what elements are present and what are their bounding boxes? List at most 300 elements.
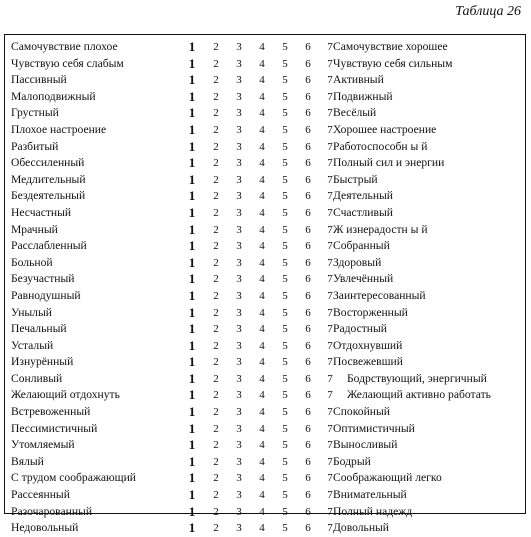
scale-value-6: 6 (305, 173, 311, 186)
table-row (5, 371, 525, 388)
scale-value-1: 1 (188, 121, 196, 137)
scale-value-5: 5 (282, 306, 288, 319)
scale-value-4: 4 (259, 522, 265, 535)
table-row (5, 72, 525, 89)
table-row (5, 321, 525, 338)
scale-value-5: 5 (282, 190, 288, 203)
scale-value-6: 6 (305, 206, 311, 219)
scale-value-1: 1 (188, 105, 196, 121)
scale-value-5: 5 (282, 289, 288, 302)
scale-value-7: 7 (327, 57, 333, 70)
scale-value-4: 4 (259, 406, 265, 419)
scale-value-5: 5 (282, 223, 288, 236)
right-label: Весёлый (333, 106, 377, 120)
scale-value-7: 7 (327, 323, 333, 336)
scale-value-2: 2 (213, 74, 219, 87)
right-label: Собранный (333, 239, 390, 253)
left-label: Равнодушный (11, 288, 81, 302)
scale-value-1: 1 (188, 387, 196, 403)
scale-value-2: 2 (213, 505, 219, 518)
scale-value-7: 7 (327, 289, 333, 302)
scale-value-4: 4 (259, 439, 265, 452)
table-row (5, 437, 525, 454)
scale-value-4: 4 (259, 489, 265, 502)
scale-value-5: 5 (282, 107, 288, 120)
table-row (5, 338, 525, 355)
scale-value-5: 5 (282, 173, 288, 186)
scale-value-2: 2 (213, 372, 219, 385)
scale-value-2: 2 (213, 90, 219, 103)
left-label: Изнурённый (11, 355, 74, 369)
scale-value-7: 7 (327, 522, 333, 535)
left-label: Вялый (11, 454, 44, 468)
scale-value-4: 4 (259, 273, 265, 286)
scale-value-7: 7 (327, 505, 333, 518)
scale-value-7: 7 (327, 256, 333, 269)
scale-value-7: 7 (327, 223, 333, 236)
table-row (5, 39, 525, 56)
scale-value-5: 5 (282, 406, 288, 419)
scale-value-1: 1 (188, 404, 196, 420)
scale-value-3: 3 (236, 140, 242, 153)
scale-value-2: 2 (213, 439, 219, 452)
scale-value-7: 7 (327, 240, 333, 253)
scale-value-3: 3 (236, 206, 242, 219)
table-row (5, 387, 525, 404)
scale-value-2: 2 (213, 223, 219, 236)
right-label: Полный сил и энергии (333, 156, 445, 170)
table-row (5, 487, 525, 504)
scale-value-6: 6 (305, 289, 311, 302)
scale-value-3: 3 (236, 74, 242, 87)
left-label: Бездеятельный (11, 189, 86, 203)
scale-value-7: 7 (327, 439, 333, 452)
right-label: Увлечённый (333, 272, 394, 286)
left-label: Встревоженный (11, 405, 91, 419)
left-label: Усталый (11, 338, 54, 352)
left-label: Утомляемый (11, 438, 75, 452)
scale-value-1: 1 (188, 55, 196, 71)
scale-value-2: 2 (213, 306, 219, 319)
left-label: Сонливый (11, 371, 63, 385)
right-label: Желающий активно работать (347, 388, 491, 402)
scale-value-6: 6 (305, 472, 311, 485)
right-label: Соображающий легко (333, 471, 442, 485)
scale-value-1: 1 (188, 354, 196, 370)
scale-value-6: 6 (305, 123, 311, 136)
scale-value-7: 7 (327, 190, 333, 203)
table-row (5, 271, 525, 288)
scale-value-1: 1 (188, 88, 196, 104)
scale-value-1: 1 (188, 155, 196, 171)
left-label: Пессимистичный (11, 421, 98, 435)
scale-value-2: 2 (213, 107, 219, 120)
table-row (5, 89, 525, 106)
scale-value-1: 1 (188, 321, 196, 337)
scale-value-7: 7 (327, 455, 333, 468)
scale-value-5: 5 (282, 41, 288, 53)
scale-value-7: 7 (327, 406, 333, 419)
scale-value-1: 1 (188, 304, 196, 320)
scale-value-3: 3 (236, 489, 242, 502)
table-row (5, 205, 525, 222)
scale-value-6: 6 (305, 273, 311, 286)
right-label: Довольный (333, 521, 390, 535)
scale-value-7: 7 (327, 90, 333, 103)
scale-value-4: 4 (259, 323, 265, 336)
left-label: Унылый (11, 305, 52, 319)
right-label: Отдохнувший (333, 338, 403, 352)
scale-value-7: 7 (327, 41, 333, 53)
scale-value-4: 4 (259, 306, 265, 319)
scale-value-5: 5 (282, 372, 288, 385)
scale-value-4: 4 (259, 289, 265, 302)
right-label: Бодрствующий, энергичный (347, 371, 487, 385)
scale-value-1: 1 (188, 337, 196, 353)
scale-value-6: 6 (305, 90, 311, 103)
right-label: Здоровый (333, 255, 382, 269)
scale-value-5: 5 (282, 505, 288, 518)
scale-value-6: 6 (305, 256, 311, 269)
left-label: Пассивный (11, 73, 67, 87)
table-row (5, 238, 525, 255)
scale-value-4: 4 (259, 57, 265, 70)
scale-value-3: 3 (236, 273, 242, 286)
scale-value-6: 6 (305, 339, 311, 352)
right-label: Восторженный (333, 305, 408, 319)
scale-value-3: 3 (236, 90, 242, 103)
scale-value-6: 6 (305, 389, 311, 402)
scale-value-5: 5 (282, 157, 288, 170)
scale-value-6: 6 (305, 240, 311, 253)
left-label: С трудом соображающий (11, 471, 136, 485)
scale-value-5: 5 (282, 356, 288, 369)
scale-value-4: 4 (259, 41, 265, 53)
scale-value-1: 1 (188, 487, 196, 503)
right-label: Работоспособн ы й (333, 139, 428, 153)
scale-value-5: 5 (282, 439, 288, 452)
scale-value-7: 7 (327, 306, 333, 319)
scale-value-5: 5 (282, 256, 288, 269)
scale-value-1: 1 (188, 271, 196, 287)
scale-value-4: 4 (259, 372, 265, 385)
scale-value-2: 2 (213, 173, 219, 186)
scale-value-4: 4 (259, 356, 265, 369)
scale-value-2: 2 (213, 157, 219, 170)
table-caption: Таблица 26 (455, 4, 521, 19)
scale-value-3: 3 (236, 289, 242, 302)
scale-value-4: 4 (259, 173, 265, 186)
right-label: Ж изнерадостн ы й (333, 222, 428, 236)
scale-value-6: 6 (305, 306, 311, 319)
scale-value-4: 4 (259, 107, 265, 120)
scale-value-1: 1 (188, 437, 196, 453)
scale-value-2: 2 (213, 472, 219, 485)
scale-value-3: 3 (236, 157, 242, 170)
scale-value-3: 3 (236, 240, 242, 253)
scale-value-3: 3 (236, 323, 242, 336)
right-label: Чувствую себя сильным (333, 56, 453, 70)
left-label: Недовольный (11, 521, 79, 535)
left-label: Малоподвижный (11, 89, 96, 103)
right-label: Спокойный (333, 405, 390, 419)
scale-value-6: 6 (305, 356, 311, 369)
table-row (5, 222, 525, 239)
scale-value-7: 7 (327, 489, 333, 502)
scale-value-7: 7 (327, 389, 333, 402)
scale-value-2: 2 (213, 190, 219, 203)
scale-value-5: 5 (282, 57, 288, 70)
scale-value-3: 3 (236, 406, 242, 419)
left-label: Расслабленный (11, 239, 87, 253)
scale-value-3: 3 (236, 57, 242, 70)
scale-value-7: 7 (327, 123, 333, 136)
scale-value-6: 6 (305, 107, 311, 120)
scale-value-1: 1 (188, 287, 196, 303)
right-label: Самочувствие хорошее (333, 40, 448, 53)
scale-value-2: 2 (213, 406, 219, 419)
scale-value-3: 3 (236, 522, 242, 535)
scale-value-2: 2 (213, 339, 219, 352)
left-label: Мрачный (11, 222, 58, 236)
questionnaire-table (4, 34, 526, 536)
scale-value-7: 7 (327, 157, 333, 170)
scale-value-4: 4 (259, 157, 265, 170)
scale-value-1: 1 (188, 138, 196, 154)
right-label: Бодрый (333, 454, 371, 468)
scale-value-3: 3 (236, 455, 242, 468)
right-label: Выносливый (333, 438, 398, 452)
scale-value-2: 2 (213, 489, 219, 502)
left-label: Безучастный (11, 272, 75, 286)
table-row (5, 155, 525, 172)
scale-value-4: 4 (259, 455, 265, 468)
scale-value-2: 2 (213, 206, 219, 219)
scale-value-2: 2 (213, 140, 219, 153)
left-label: Несчастный (11, 205, 72, 219)
scale-value-3: 3 (236, 223, 242, 236)
right-label: Внимательный (333, 488, 407, 502)
scale-value-2: 2 (213, 41, 219, 53)
scale-value-7: 7 (327, 422, 333, 435)
scale-value-7: 7 (327, 273, 333, 286)
scale-value-1: 1 (188, 39, 196, 54)
table-row (5, 56, 525, 73)
scale-value-5: 5 (282, 489, 288, 502)
table-row (5, 105, 525, 122)
scale-value-5: 5 (282, 422, 288, 435)
right-label: Счастливый (333, 205, 393, 219)
scale-value-2: 2 (213, 455, 219, 468)
right-label: Деятельный (333, 189, 394, 203)
scale-value-5: 5 (282, 90, 288, 103)
scale-value-3: 3 (236, 439, 242, 452)
scale-value-3: 3 (236, 472, 242, 485)
scale-value-3: 3 (236, 356, 242, 369)
scale-value-2: 2 (213, 323, 219, 336)
scale-value-6: 6 (305, 223, 311, 236)
scale-value-4: 4 (259, 74, 265, 87)
scale-value-7: 7 (327, 107, 333, 120)
scale-value-1: 1 (188, 370, 196, 386)
scale-value-4: 4 (259, 256, 265, 269)
scale-value-3: 3 (236, 422, 242, 435)
scale-value-6: 6 (305, 439, 311, 452)
scale-value-3: 3 (236, 339, 242, 352)
scale-value-2: 2 (213, 273, 219, 286)
table-row (5, 305, 525, 322)
scale-value-1: 1 (188, 171, 196, 187)
scale-value-1: 1 (188, 453, 196, 469)
scale-value-5: 5 (282, 323, 288, 336)
scale-value-7: 7 (327, 356, 333, 369)
scale-value-4: 4 (259, 422, 265, 435)
table-row (5, 354, 525, 371)
left-label: Плохое настроение (11, 122, 107, 136)
left-label: Грустный (11, 106, 59, 120)
scale-value-6: 6 (305, 505, 311, 518)
table-row (5, 139, 525, 156)
scale-value-4: 4 (259, 123, 265, 136)
scale-value-3: 3 (236, 306, 242, 319)
scale-value-6: 6 (305, 422, 311, 435)
scale-value-6: 6 (305, 74, 311, 87)
right-label: Посвежевший (333, 355, 403, 369)
scale-value-1: 1 (188, 221, 196, 237)
scale-value-5: 5 (282, 123, 288, 136)
scale-value-6: 6 (305, 489, 311, 502)
scale-value-5: 5 (282, 472, 288, 485)
scale-value-2: 2 (213, 289, 219, 302)
scale-value-5: 5 (282, 455, 288, 468)
scale-value-1: 1 (188, 254, 196, 270)
right-label: Полный надежд (333, 504, 413, 518)
scale-value-1: 1 (188, 72, 196, 88)
scale-value-4: 4 (259, 206, 265, 219)
scale-value-1: 1 (188, 470, 196, 486)
right-label: Заинтересованный (333, 288, 426, 302)
table-row (5, 188, 525, 205)
scale-value-2: 2 (213, 57, 219, 70)
scale-value-2: 2 (213, 389, 219, 402)
table-row (5, 470, 525, 487)
left-label: Рассеянный (11, 488, 70, 502)
scale-value-6: 6 (305, 522, 311, 535)
scale-value-3: 3 (236, 190, 242, 203)
scale-value-7: 7 (327, 372, 333, 385)
scale-value-1: 1 (188, 204, 196, 220)
scale-value-4: 4 (259, 90, 265, 103)
table-row (5, 404, 525, 421)
scale-value-6: 6 (305, 323, 311, 336)
scale-value-6: 6 (305, 372, 311, 385)
scale-value-4: 4 (259, 339, 265, 352)
left-label: Чувствую себя слабым (11, 56, 124, 70)
left-label: Печальный (11, 322, 67, 336)
scale-value-1: 1 (188, 188, 196, 204)
scale-value-1: 1 (188, 420, 196, 436)
scale-value-7: 7 (327, 206, 333, 219)
scale-value-6: 6 (305, 406, 311, 419)
scale-value-5: 5 (282, 140, 288, 153)
right-label: Хорошее настроение (333, 122, 437, 136)
scale-value-4: 4 (259, 389, 265, 402)
scale-value-3: 3 (236, 41, 242, 53)
scale-value-2: 2 (213, 240, 219, 253)
scale-value-4: 4 (259, 472, 265, 485)
scale-value-5: 5 (282, 522, 288, 535)
scale-value-3: 3 (236, 389, 242, 402)
scale-value-4: 4 (259, 140, 265, 153)
left-label: Разочарованный (11, 504, 93, 518)
table-row (5, 172, 525, 189)
table-row (5, 520, 525, 537)
right-label: Оптимистичный (333, 421, 415, 435)
scale-value-2: 2 (213, 422, 219, 435)
left-label: Медлительный (11, 172, 86, 186)
scale-value-3: 3 (236, 256, 242, 269)
scale-value-6: 6 (305, 190, 311, 203)
left-label: Самочувствие плохое (11, 40, 118, 53)
scale-value-7: 7 (327, 140, 333, 153)
scale-value-4: 4 (259, 240, 265, 253)
table-row (5, 122, 525, 139)
right-label: Быстрый (333, 172, 378, 186)
scale-value-6: 6 (305, 57, 311, 70)
right-label: Радостный (333, 322, 387, 336)
table-row (5, 288, 525, 305)
scale-value-5: 5 (282, 206, 288, 219)
scale-value-7: 7 (327, 339, 333, 352)
right-label: Активный (333, 73, 384, 87)
scale-value-6: 6 (305, 455, 311, 468)
table-row (5, 421, 525, 438)
scale-value-1: 1 (188, 503, 196, 519)
scale-value-2: 2 (213, 123, 219, 136)
scale-value-2: 2 (213, 256, 219, 269)
scale-value-5: 5 (282, 240, 288, 253)
scale-value-6: 6 (305, 41, 311, 53)
right-label: Подвижный (333, 89, 393, 103)
scale-value-3: 3 (236, 107, 242, 120)
scale-value-3: 3 (236, 173, 242, 186)
scale-value-2: 2 (213, 356, 219, 369)
scale-value-4: 4 (259, 505, 265, 518)
scale-value-7: 7 (327, 173, 333, 186)
scale-value-5: 5 (282, 339, 288, 352)
scale-value-2: 2 (213, 522, 219, 535)
table-row (5, 255, 525, 272)
scale-value-6: 6 (305, 157, 311, 170)
scale-value-4: 4 (259, 223, 265, 236)
left-label: Разбитый (11, 139, 59, 153)
scale-value-3: 3 (236, 372, 242, 385)
scale-value-7: 7 (327, 472, 333, 485)
scale-value-4: 4 (259, 190, 265, 203)
scale-value-5: 5 (282, 389, 288, 402)
scale-value-3: 3 (236, 123, 242, 136)
left-label: Желающий отдохнуть (11, 388, 120, 402)
table-rows (5, 39, 525, 537)
left-label: Больной (11, 255, 53, 269)
scale-value-1: 1 (188, 238, 196, 254)
table-row (5, 454, 525, 471)
scale-value-1: 1 (188, 520, 196, 536)
scale-value-3: 3 (236, 505, 242, 518)
scale-value-5: 5 (282, 74, 288, 87)
scale-value-6: 6 (305, 140, 311, 153)
scale-value-5: 5 (282, 273, 288, 286)
